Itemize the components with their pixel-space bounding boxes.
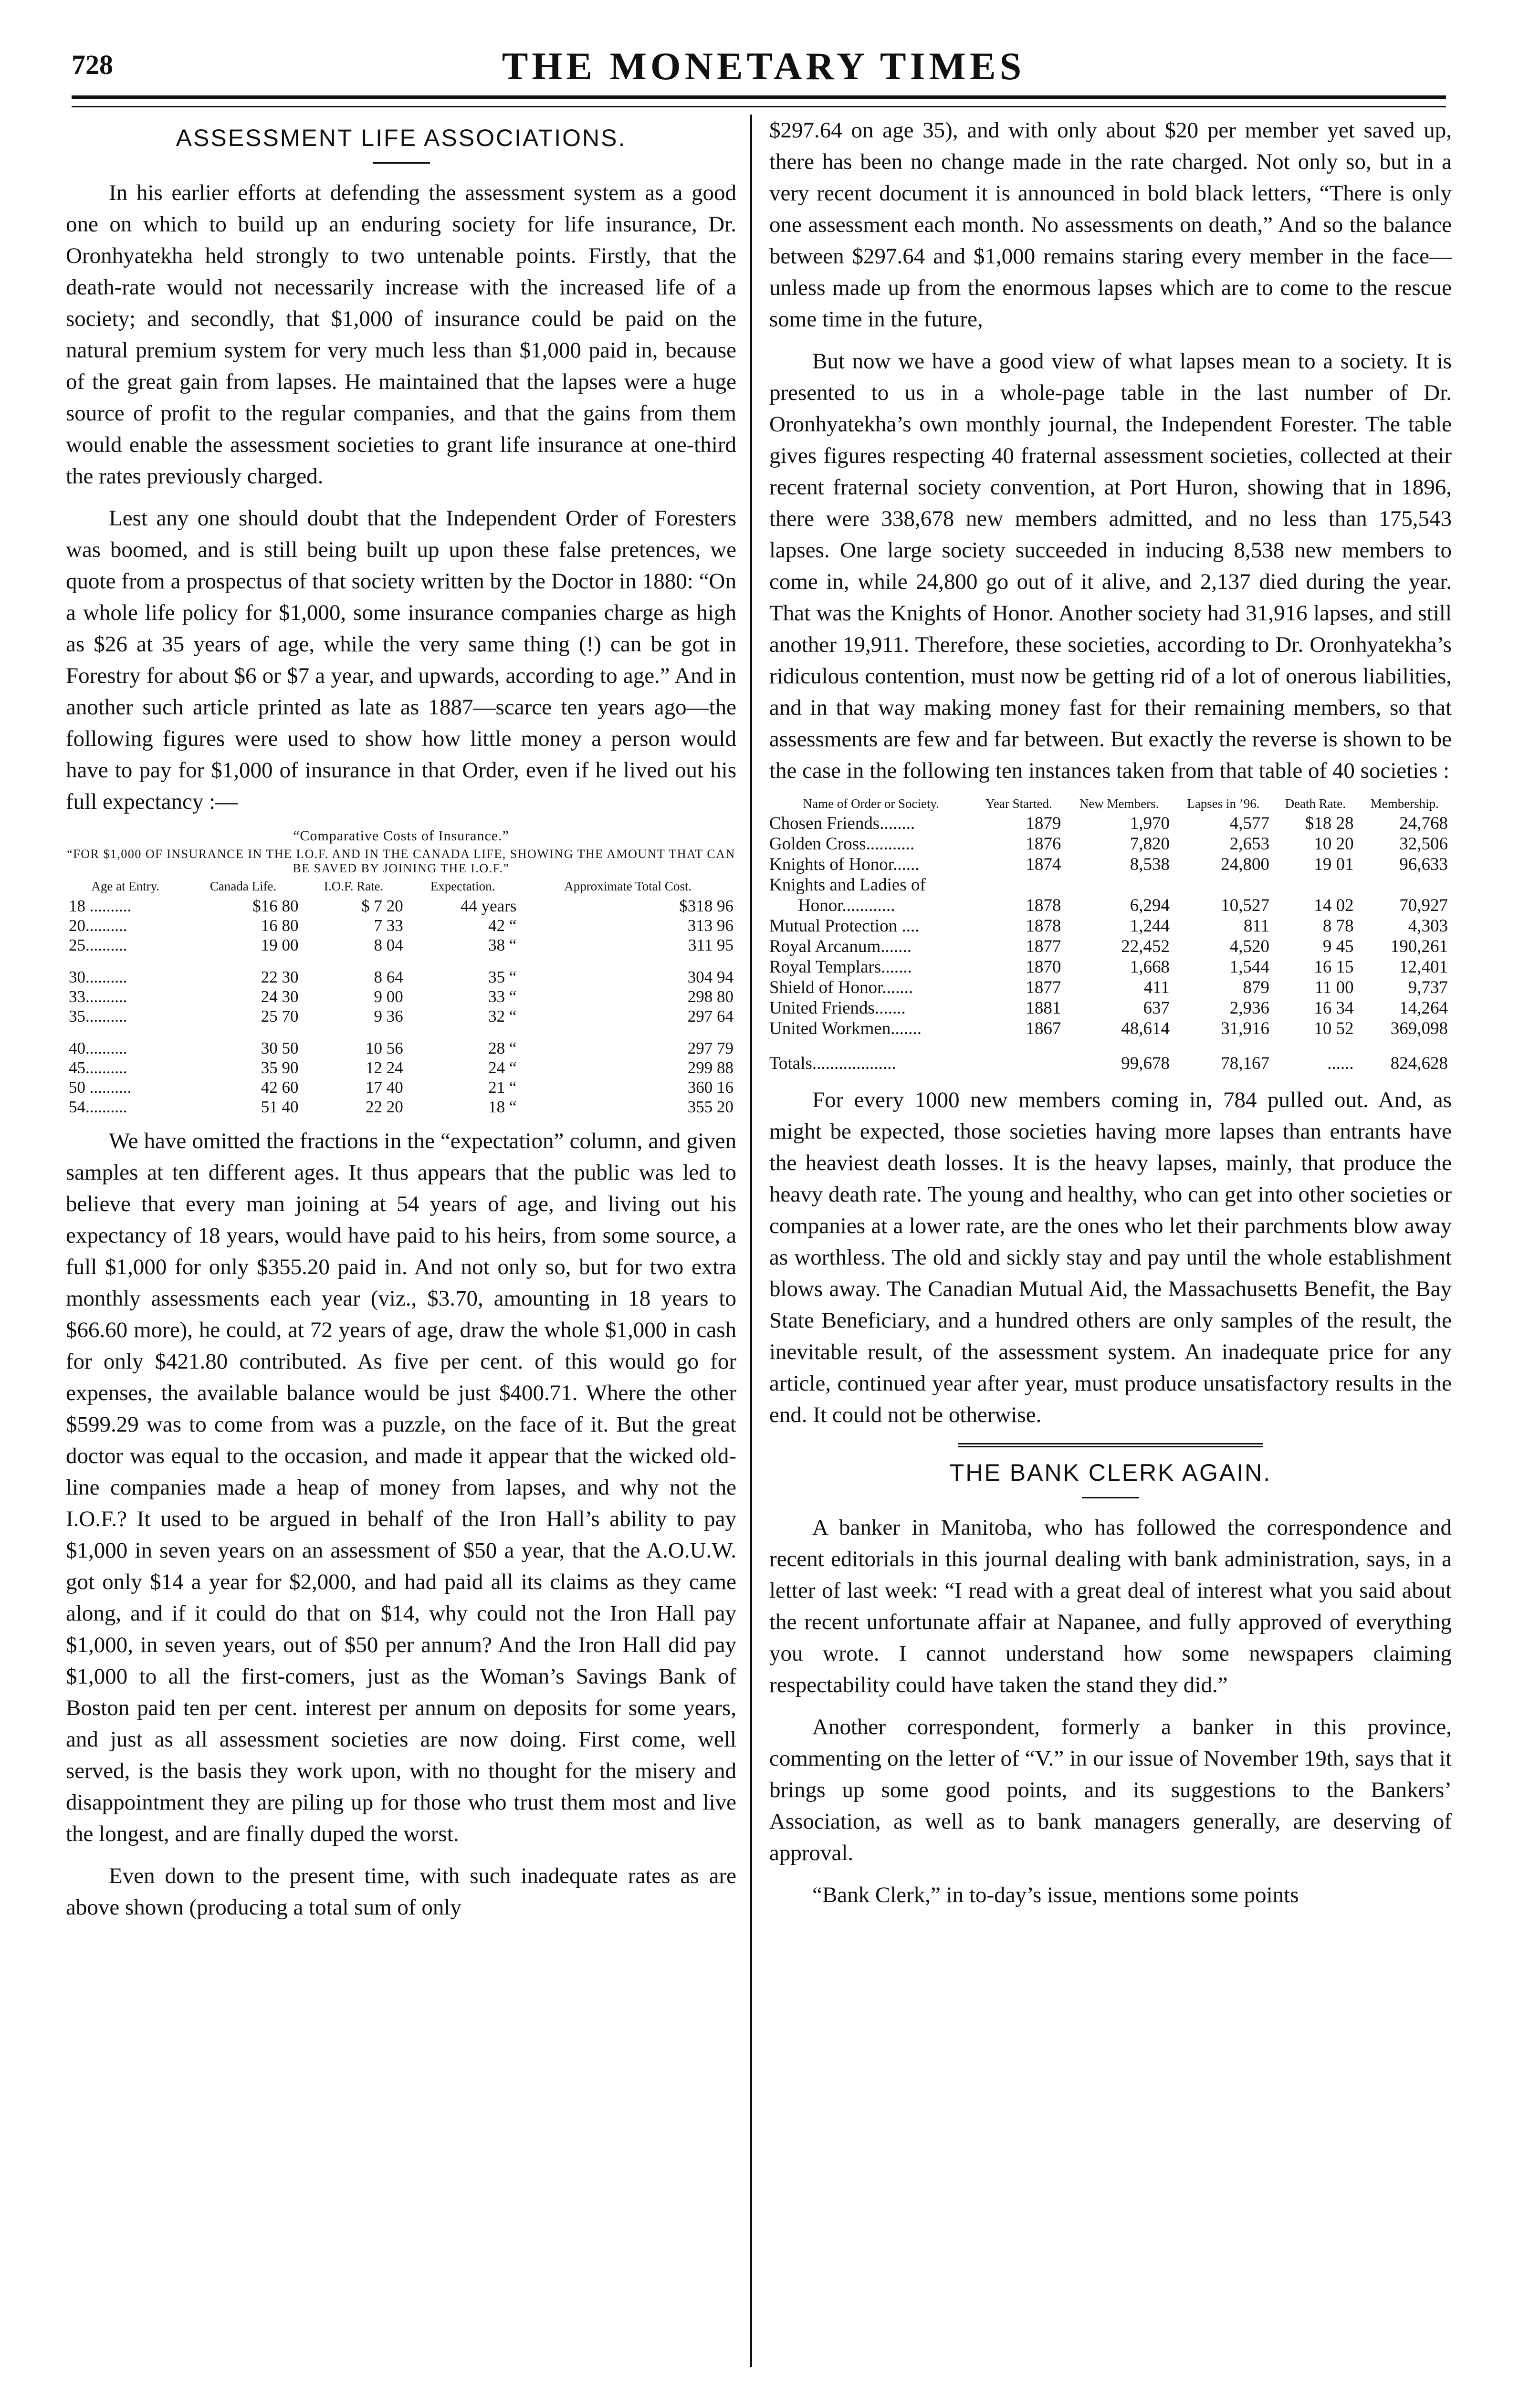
table-cell: 50 .......... [69, 1078, 132, 1097]
table-row [66, 896, 736, 916]
table-cell: 28 “ [488, 1039, 517, 1057]
table-title: “Comparative Costs of Insurance.” [293, 828, 509, 844]
column-header: Expectation. [430, 879, 495, 893]
table-cell: 18 “ [488, 1098, 517, 1116]
table-cell: 1881 [1026, 998, 1061, 1018]
table-cell: 360 16 [687, 1078, 733, 1097]
column-header: Death Rate. [1285, 796, 1346, 811]
table-cell: 31,916 [1221, 1019, 1269, 1038]
table-cell: 24 30 [261, 987, 299, 1006]
table-cell: 4,303 [1408, 916, 1448, 936]
table-cell: 35.......... [69, 1007, 127, 1026]
table-cell: 411 [1143, 978, 1170, 997]
left-column [66, 115, 736, 1934]
comparative-costs-table [66, 879, 736, 1117]
lapses-table [769, 797, 1452, 1074]
table-cell: 16 15 [1314, 957, 1354, 977]
table-cell: Totals................... [769, 1054, 896, 1073]
table-cell: 20.......... [69, 916, 127, 935]
table-cell: 22 30 [261, 968, 299, 986]
table-row [769, 977, 1452, 998]
column-divider [750, 115, 752, 2367]
table-row [769, 854, 1452, 875]
table-cell: 311 95 [688, 936, 733, 954]
table-cell: 1,544 [1229, 957, 1269, 977]
article-paragraph: A banker in Manitoba, who has followed the correspondence and recent editorials in this journal dealing with bank administration, says, in a letter of last week: “I read with a great deal of interest what you said about the recent unfortunate affair at Napanee, and fully approved of everything you wrote. I cannot understand how some newspapers claiming respectability could have taken the stand they did.” [769, 1515, 1452, 1697]
table-cell: $ 7 20 [361, 897, 403, 915]
table-cell: Royal Arcanum....... [769, 937, 912, 956]
table-cell: 25.......... [69, 936, 127, 954]
table-cell: 1877 [1026, 978, 1061, 997]
table-cell: 22 20 [366, 1098, 403, 1116]
table-cell: 8 04 [374, 936, 403, 954]
table-cell: 42 60 [261, 1078, 299, 1097]
table-cell: 4,520 [1229, 937, 1269, 956]
table-cell: 637 [1143, 998, 1170, 1018]
table-row [66, 1006, 736, 1026]
article-paragraph: Another correspondent, formerly a banker in this province, commenting on the letter of “V.” in our issue of November 19th, says that it brings up some good points, and its suggestions to the Bankers’ Association, as well as to bank managers generally, are deserving of approval. [769, 1715, 1452, 1865]
table-cell: 9 00 [374, 987, 403, 1006]
table-header-row [66, 879, 736, 896]
article-paragraph: Even down to the present time, with such inadequate rates as are above shown (producing a total sum of only [66, 1863, 736, 1920]
table-cell: 99,678 [1121, 1054, 1170, 1073]
table-cell: 22,452 [1121, 937, 1170, 956]
table-header-row [769, 797, 1452, 813]
table-row [66, 1058, 736, 1078]
table-cell: 1867 [1026, 1019, 1061, 1038]
article-paragraph: We have omitted the fractions in the “expectation” column, and given samples at ten different ages. It thus appears that the public was led to believe that every man joining at 54 years of age, and living out his expectancy of 18 years, would have paid to his heirs, from some source, a full $1,000 for only $355.20 paid in. And not only so, but for two extra monthly assessments each year (viz., $3.70, amounting in 18 years to $66.60 more), he could, at 72 years of age, draw the whole $1,000 in cash for only $421.80 contributed. As five per cent. of this would go for expenses, the available balance would be just $400.71. Where the other $599.29 was to come from was a puzzle, on the face of it. But the great doctor was equal to the occasion, and made it appear that the wicked old-line companies made a heap of money from lapses, and why not the I.O.F.? It used to be argued in behalf of the Iron Hall’s ability to pay $1,000 in seven years on an assessment of $50 a year, that the A.O.U.W. got only $14 a year for $2,000, and had paid all its claims as they came along, and if it could do that on $14, why could not the Iron Hall pay $1,000, in seven years, out of $50 per annum? And the Iron Hall did pay $1,000 to all the first-comers, just as the Woman’s Savings Bank of Boston paid ten per cent. interest per annum on deposits for some years, and just as all assessment societies are now doing. First come, well served, is the basis they work upon, with no thought for the misery and disappointment they are piling up for those who trust them most and live the longest, and are finally duped the worst. [66, 1129, 736, 1846]
column-header: Lapses in ’96. [1187, 796, 1260, 811]
table-cell: 304 94 [687, 968, 733, 986]
table-cell: 19 01 [1314, 855, 1354, 874]
header-rule-thin [72, 106, 1446, 107]
journal-title: THE MONETARY TIMES [502, 44, 1026, 88]
table-row [66, 935, 736, 955]
table-cell: 369,098 [1390, 1019, 1448, 1038]
table-cell: 48,614 [1121, 1019, 1170, 1038]
table-row [769, 936, 1452, 957]
table-cell: 313 96 [687, 916, 733, 935]
table-cell: ...... [1327, 1054, 1354, 1073]
table-cell: 17 40 [366, 1078, 403, 1097]
table-cell: $16 80 [252, 897, 299, 915]
totals-row [769, 1039, 1452, 1074]
table-cell: 78,167 [1221, 1054, 1269, 1073]
table-cell: 1,970 [1130, 814, 1170, 833]
table-cell: 1879 [1026, 814, 1061, 833]
table-cell: 14,264 [1399, 998, 1448, 1018]
table-cell: 299 88 [687, 1058, 733, 1077]
table-cell: 2,653 [1229, 834, 1269, 854]
column-header: New Members. [1079, 796, 1159, 811]
table-cell: 54.......... [69, 1098, 127, 1116]
table-row [66, 955, 736, 987]
table-cell: 10 20 [1314, 834, 1354, 854]
table-cell: 355 20 [687, 1098, 733, 1116]
table-cell: 9 45 [1322, 937, 1354, 956]
table-cell: 297 64 [687, 1007, 733, 1026]
table-cell: 1,668 [1130, 957, 1170, 977]
table-cell: 70,927 [1399, 896, 1448, 915]
article-paragraph: $297.64 on age 35), and with only about $20 per member yet saved up, there has been no change made in the rate charged. Not only so, but in a very recent document it is announced in bold black letters, “There is only one assessment each month. No assessments on death,” And so the balance between $297.64 and $1,000 remains staring every member in the face—unless made up from the enormous lapses which are to come to the rescue some time in the future, [769, 118, 1452, 332]
table-cell: 42 “ [488, 916, 517, 935]
table-row [66, 987, 736, 1006]
table-cell: 10,527 [1221, 896, 1269, 915]
column-header: Age at Entry. [91, 879, 160, 893]
column-header: Name of Order or Society. [803, 796, 940, 811]
table-cell: 879 [1243, 978, 1269, 997]
table-cell: 40.......... [69, 1039, 127, 1057]
table-cell: 7,820 [1130, 834, 1170, 854]
table-cell: 1874 [1026, 855, 1061, 874]
table-cell: $18 28 [1305, 814, 1354, 833]
table-row [66, 916, 736, 935]
table-row [769, 875, 1452, 895]
table-cell: Honor............ [798, 896, 895, 915]
table-cell: 12 24 [366, 1058, 403, 1077]
table-cell: 1877 [1026, 937, 1061, 956]
page-header [72, 44, 1456, 87]
column-header: Approximate Total Cost. [564, 879, 692, 893]
table-cell: 190,261 [1390, 937, 1448, 956]
table-cell: Mutual Protection .... [769, 916, 920, 936]
table-cell: 1,244 [1130, 916, 1170, 936]
article-title: THE BANK CLERK AGAIN. [949, 1459, 1272, 1486]
article-paragraph: “Bank Clerk,” in to-day’s issue, mentions some points [812, 1883, 1299, 1907]
title-rule [373, 162, 430, 164]
column-header: Canada Life. [210, 879, 277, 893]
table-cell: 30 50 [261, 1039, 299, 1057]
right-column [769, 115, 1452, 1921]
table-row [769, 1018, 1452, 1039]
table-cell: 30.......... [69, 968, 127, 986]
article-separator [958, 1443, 1263, 1449]
table-cell: 35 90 [261, 1058, 299, 1077]
table-row [769, 998, 1452, 1018]
table-cell: 6,294 [1130, 896, 1170, 915]
title-rule [1082, 1497, 1139, 1498]
table-cell: 18 .......... [69, 897, 132, 915]
table-cell: 44 years [460, 897, 517, 915]
table-cell: 16 34 [1314, 998, 1354, 1018]
table-cell: 297 79 [687, 1039, 733, 1057]
table-row [66, 1097, 736, 1117]
header-rule [72, 95, 1446, 99]
table-cell: 1870 [1026, 957, 1061, 977]
table-cell [973, 1039, 1065, 1074]
table-cell: 9 36 [374, 1007, 403, 1026]
table-cell: 24 “ [488, 1058, 517, 1077]
table-cell: Knights and Ladies of [769, 875, 926, 895]
table-cell: 24,800 [1221, 855, 1269, 874]
table-cell: 8 64 [374, 968, 403, 986]
table-cell: $318 96 [679, 897, 733, 915]
table-cell: 7 33 [374, 916, 403, 935]
table-subtitle: “FOR $1,000 OF INSURANCE IN THE I.O.F. AND IN THE CANADA LIFE, SHOWING THE AMOUNT THAT CAN BE SAVED BY JOINING THE I.O.F.” [67, 847, 735, 875]
table-cell: 8,538 [1130, 855, 1170, 874]
table-cell: 10 56 [366, 1039, 403, 1057]
table-cell: 11 00 [1314, 978, 1354, 997]
table-row [769, 895, 1452, 916]
table-cell: 16 80 [261, 916, 299, 935]
column-header: Membership. [1370, 796, 1439, 811]
table-row [66, 1026, 736, 1058]
table-cell: 1876 [1026, 834, 1061, 854]
table-cell: Shield of Honor....... [769, 978, 913, 997]
table-cell: 25 70 [261, 1007, 299, 1026]
table-cell: United Workmen....... [769, 1019, 922, 1038]
table-cell: 10 52 [1314, 1019, 1354, 1038]
table-cell: 1878 [1026, 896, 1061, 915]
table-cell: 4,577 [1229, 814, 1269, 833]
article-paragraph: In his earlier efforts at defending the assessment system as a good one on which to build up an enduring society for life insurance, Dr. Oronhyatekha held strongly to two untenable points. Firstly, that the death-rate would not necessarily increase with the increased life of a society; and secondly, that $1,000 of insurance could be paid on the natural premium system for very much less than $1,000 paid in, because of the great gain from lapses. He maintained that the lapses were a huge source of profit to the regular companies, and that the gains from them would enable the assessment societies to grant life insurance at one-third the rates previously charged. [66, 180, 736, 489]
column-header: I.O.F. Rate. [324, 879, 384, 893]
article-paragraph: Lest any one should doubt that the Independent Order of Foresters was boomed, and is still being built up upon these false pretences, we quote from a prospectus of that society written by the Doctor in 1880: “On a whole life policy for $1,000, some insurance companies charge as high as $26 at 35 years of age, while the very same thing (!) can be got in Forestry for about $6 or $7 a year, and upwards, according to age.” And in another such article printed as late as 1887—scarce ten years ago—the following figures were used to show how little money a person would have to pay for $1,000 of insurance in that Order, even if he lived out his full expectancy :— [66, 506, 736, 814]
table-row [769, 813, 1452, 834]
article-title: ASSESSMENT LIFE ASSOCIATIONS. [176, 125, 627, 151]
table-row [769, 957, 1452, 977]
table-cell: 811 [1243, 916, 1269, 936]
table-cell: 9,737 [1408, 978, 1448, 997]
table-cell: 33 “ [488, 987, 517, 1006]
table-cell: 33.......... [69, 987, 127, 1006]
table-cell: 32,506 [1399, 834, 1448, 854]
table-cell: 24,768 [1399, 814, 1448, 833]
table-cell: Golden Cross........... [769, 834, 915, 854]
table-cell: 2,936 [1229, 998, 1269, 1018]
table-cell: Knights of Honor...... [769, 855, 920, 874]
article-paragraph: For every 1000 new members coming in, 784 pulled out. And, as might be expected, those societies having more lapses than entrants have the heaviest death losses. It is the heavy lapses, mainly, that produce the heavy death rate. The young and healthy, who can get into other societies or companies at a lower rate, are the ones who let their parchments blow away as worthless. The old and sickly stay and pay until the whole establishment blows away. The Canadian Mutual Aid, the Massachusetts Benefit, the Bay State Beneficiary, and a hundred others are only samples of the result, the inevitable result, of the assessment system. An inadequate price for any article, continued year after year, must produce unsatisfactory results in the end. It could not be otherwise. [769, 1088, 1452, 1427]
table-row [769, 834, 1452, 854]
table-cell: 35 “ [488, 968, 517, 986]
table-cell: 8 78 [1322, 916, 1354, 936]
table-cell: 824,628 [1390, 1054, 1448, 1073]
table-cell: 32 “ [488, 1007, 517, 1026]
table-cell: 51 40 [261, 1098, 299, 1116]
article-paragraph: But now we have a good view of what lapses mean to a society. It is presented to us in a whole-page table in the last number of Dr. Oronhyatekha’s own monthly journal, the Independent Forester. The table gives figures respecting 40 fraternal assessment societies, collected at their recent fraternal society convention, at Port Huron, showing that in 1896, there were 338,678 new members admitted, and no less than 175,543 lapses. One large society succeeded in inducing 8,538 new members to come in, while 24,800 go out of it alive, and 2,137 died during the year. That was the Knights of Honor. Another society had 31,916 lapses, and still another 19,911. Therefore, these societies, according to Dr. Oronhyatekha’s ridiculous contention, must now be getting rid of a lot of onerous liabilities, and in that way making money fast for their remaining members, so that assessments are few and far between. But exactly the reverse is shown to be the case in the following ten instances taken from that table of 40 societies : [769, 349, 1452, 783]
table-cell: 1878 [1026, 916, 1061, 936]
table-cell: Royal Templars....... [769, 957, 912, 977]
table-cell: United Friends....... [769, 998, 906, 1018]
table-cell: 21 “ [488, 1078, 517, 1097]
table-cell: 96,633 [1399, 855, 1448, 874]
table-cell: 19 00 [261, 936, 299, 954]
table-row [66, 1078, 736, 1097]
table-cell: 12,401 [1399, 957, 1448, 977]
table-cell: 14 02 [1314, 896, 1354, 915]
table-cell: 38 “ [488, 936, 517, 954]
table-row [769, 916, 1452, 936]
table-cell: Chosen Friends........ [769, 814, 915, 833]
table-cell: 45.......... [69, 1058, 127, 1077]
table-cell: 298 80 [687, 987, 733, 1006]
page-number: 728 [72, 49, 113, 80]
column-header: Year Started. [985, 796, 1052, 811]
